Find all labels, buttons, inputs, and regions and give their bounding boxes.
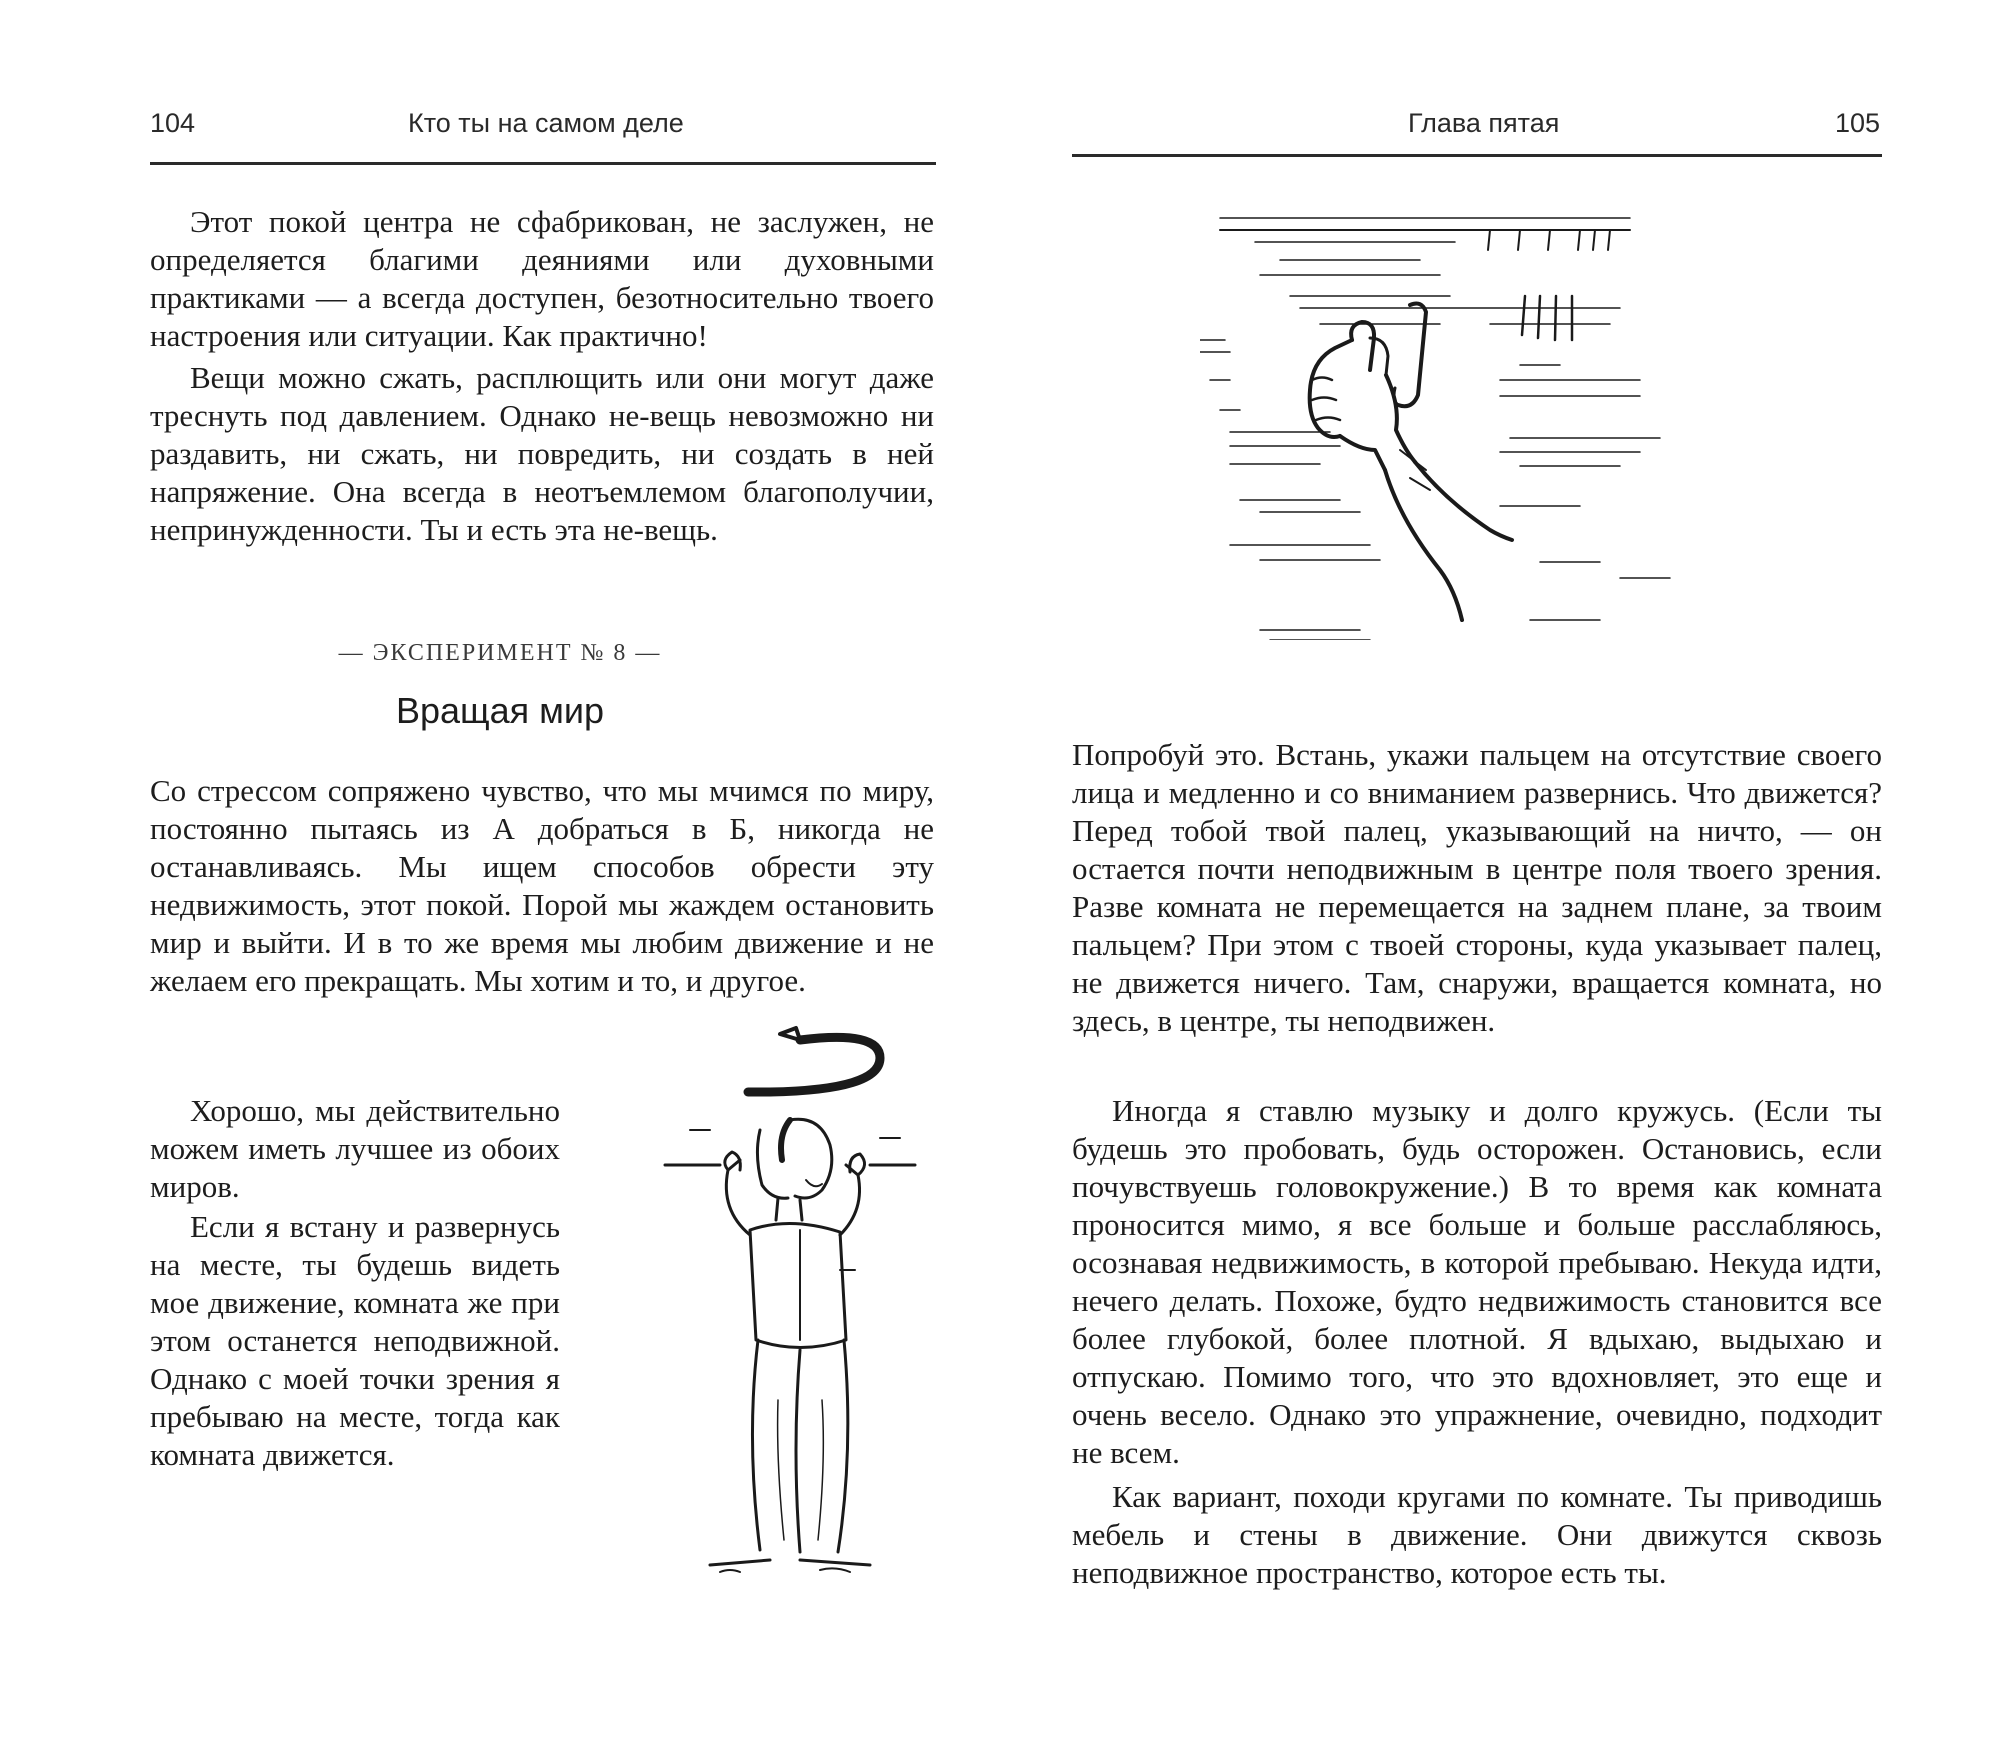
side-paragraph-1: Хорошо, мы действительно можем иметь лучшее из обоих миров. bbox=[150, 1093, 560, 1204]
pointing-hand-illustration bbox=[1200, 200, 1780, 640]
experiment-title: Вращая мир bbox=[395, 690, 605, 731]
running-title-left: Кто ты на самом деле bbox=[408, 108, 684, 138]
running-title-right: Глава пятая bbox=[1408, 108, 1560, 138]
turning-man-illustration bbox=[650, 1020, 950, 1580]
page-number-left: 104 bbox=[150, 108, 196, 138]
intro-paragraph-1: Этот покой центра не сфабрикован, не заслужен, не определяется благими деяниями или духовными практиками — а всегда доступен, безотносительно твоего настроения или ситуации. Как практично! bbox=[150, 204, 934, 353]
page-number-right: 105 bbox=[1835, 108, 1881, 138]
right-paragraph-3: Как вариант, походи кругами по комнате. Ты приводишь мебель и стены в движение. Они движутся сквозь неподвижное пространство, которое есть ты. bbox=[1072, 1479, 1882, 1590]
intro-paragraph-2: Вещи можно сжать, расплющить или они могут даже треснуть под давлением. Однако не-вещь невозможно ни раздавить, ни сжать, ни повредить, ни создать в ней напряжение. Она всегда в неотъемлемом благополучии, непринужденности. Ты и есть эта не-вещь. bbox=[150, 360, 934, 547]
header-rule-left bbox=[150, 162, 936, 165]
right-page bbox=[1000, 0, 2000, 1757]
right-paragraph-1: Попробуй это. Встань, укажи пальцем на отсутствие своего лица и медленно и со вниманием развернись. Что движется? Перед тобой твой палец, указывающий на ничто, — он остается почти неподвижным в центре поля твоего зрения. Разве комната не перемещается на заднем плане, за твоим пальцем? При этом с твоей стороны, куда указывает палец, не движется ничего. Там, снаружи, вращается комната, но здесь, в центре, ты неподвижен. bbox=[1072, 737, 1882, 1038]
experiment-paragraph: Со стрессом сопряжено чувство, что мы мчимся по миру, постоянно пытаясь из А добраться в Б, никогда не останавливаясь. Мы ищем способов обрести эту недвижимость, этот покой. Порой мы жаждем остановить мир и выйти. И в то же время мы любим движение и не желаем его прекращать. Мы хотим и то, и другое. bbox=[150, 773, 934, 998]
side-paragraph-2: Если я встану и развернусь на месте, ты будешь видеть мое движение, комната же при этом останется неподвижной. Однако с моей точки зрения я пребываю на месте, тогда как комната движется. bbox=[150, 1209, 560, 1472]
right-paragraph-2: Иногда я ставлю музыку и долго кружусь. (Если ты будешь это пробовать, будь осторожен. Остановись, если почувствуешь головокружение.) В то время как комната проносится мимо, я все больше и больше расслабляюсь, осознавая недвижимость, в которой пребываю. Некуда идти, нечего делать. Похоже, будто недвижимость становится все более глубокой, более плотной. Я вдыхаю, выдыхаю и отпускаю. Помимо того, что это вдохновляет, это еще и очень весело. Однако это упражнение, очевидно, подходит не всем. bbox=[1072, 1093, 1882, 1470]
experiment-label: — ЭКСПЕРИМЕНТ № 8 — bbox=[338, 640, 662, 666]
header-rule-right bbox=[1072, 154, 1882, 157]
